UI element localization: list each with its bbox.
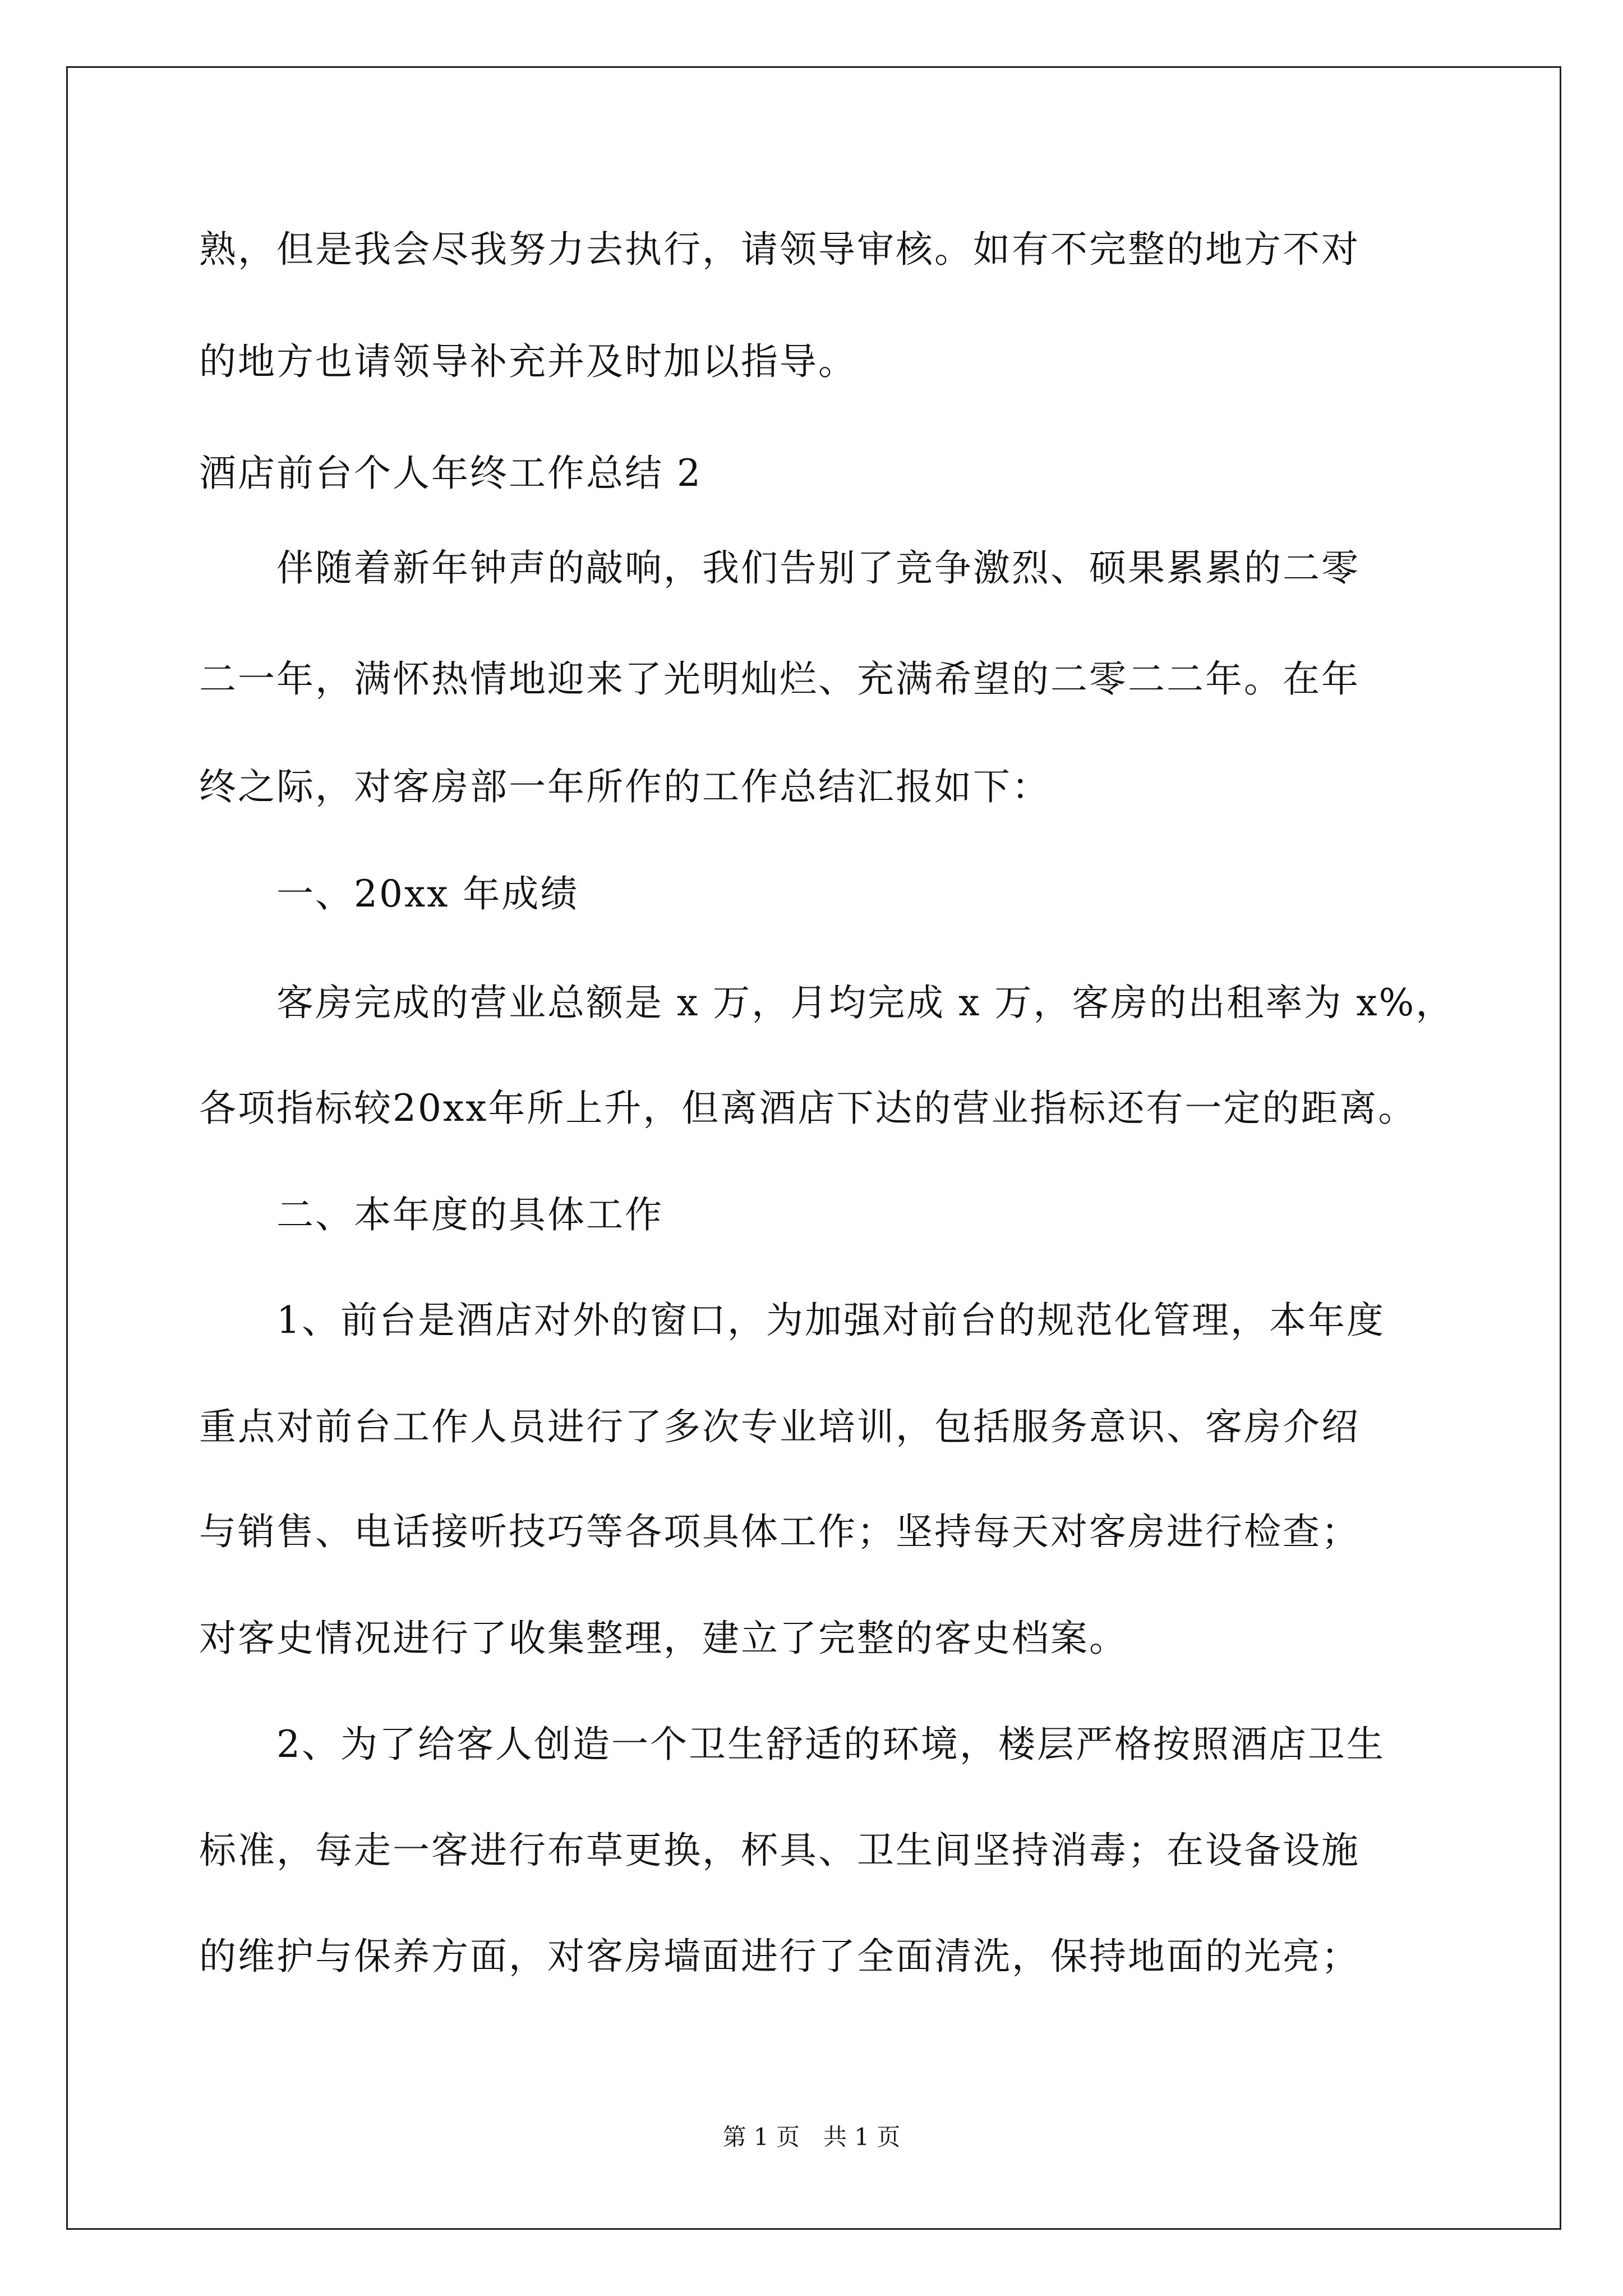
page-border [66,66,1561,2230]
body-text-line: 与销售、电话接听技巧等各项具体工作；坚持每天对客房进行检查； [199,1510,1360,1553]
body-text-line: 伴随着新年钟声的敲响，我们告别了竞争激烈、硕果累累的二零 [199,546,1360,590]
body-text-line: 熟，但是我会尽我努力去执行，请领导审核。如有不完整的地方不对 [199,228,1360,271]
body-text-line: 对客史情况进行了收集整理，建立了完整的客史档案。 [199,1617,1128,1660]
body-text-line: 二一年，满怀热情地迎来了光明灿烂、充满希望的二零二二年。在年 [199,657,1360,701]
body-text-line: 的维护与保养方面，对客房墙面进行了全面清洗，保持地面的光亮； [199,1935,1360,1978]
body-text-line: 1、前台是酒店对外的窗口，为加强对前台的规范化管理，本年度 [199,1299,1385,1342]
subsection-heading: 一、20xx 年成绩 [199,872,579,915]
section-title: 酒店前台个人年终工作总结 2 [199,452,702,495]
body-text-line: 终之际，对客房部一年所作的工作总结汇报如下： [199,765,1050,808]
body-text-line: 标准，每走一客进行布草更换，杯具、卫生间坚持消毒；在设备设施 [199,1829,1360,1872]
body-text-line: 的地方也请领导补充并及时加以指导。 [199,340,857,383]
body-text-line: 重点对前台工作人员进行了多次专业培训，包括服务意识、客房介绍 [199,1405,1360,1448]
body-text-line: 各项指标较20xx年所上升，但离酒店下达的营业指标还有一定的距离。 [199,1087,1417,1130]
body-text-line: 客房完成的营业总额是 x 万，月均完成 x 万，客房的出租率为 x%， [199,981,1455,1024]
subsection-heading: 二、本年度的具体工作 [199,1193,663,1236]
page-number-footer: 第 1 页 共 1 页 [722,2123,901,2151]
body-text-line: 2、为了给客人创造一个卫生舒适的环境，楼层严格按照酒店卫生 [199,1723,1385,1766]
